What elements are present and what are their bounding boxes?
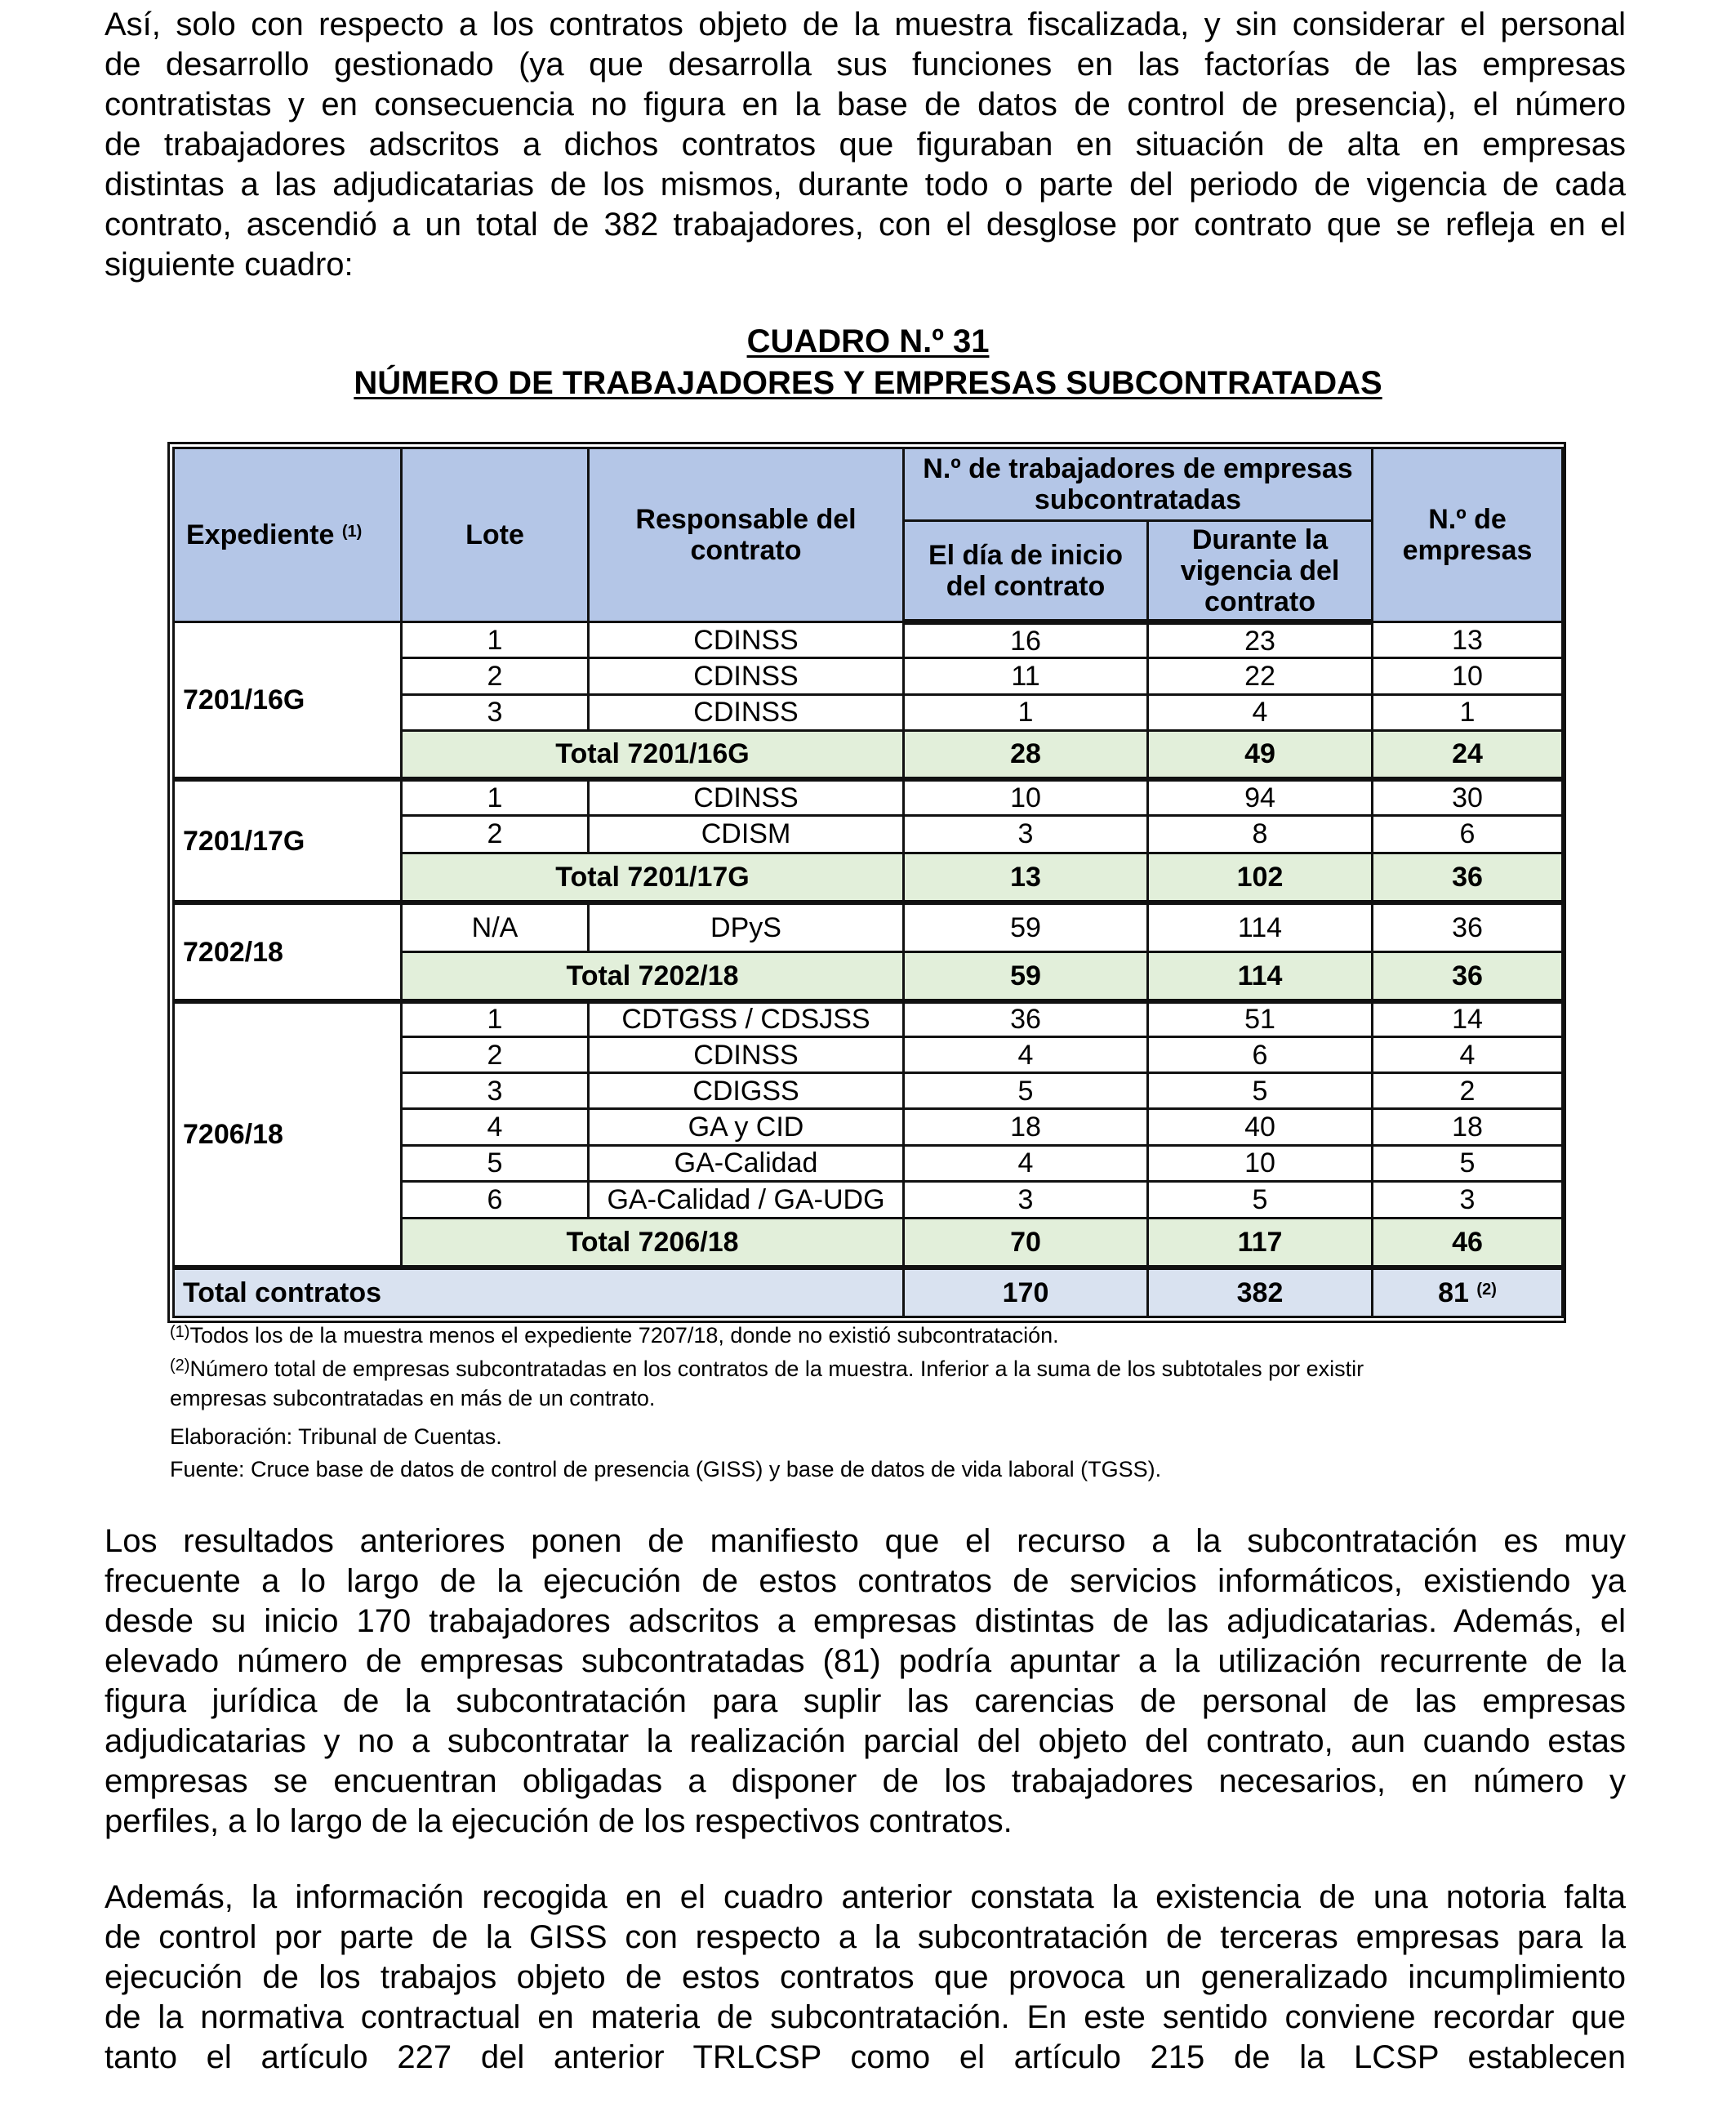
text-line: de control por parte de la GISS con respecto a la subcontratación de terceras empresas para la <box>105 1919 1626 1955</box>
lote-cell: 2 <box>402 815 589 853</box>
footnote-ref: (2) <box>1476 1281 1497 1299</box>
intro-paragraph <box>105 5 1626 285</box>
responsable-cell: GA y CID <box>589 1109 904 1145</box>
vigencia-cell: 22 <box>1148 658 1373 694</box>
empresas-cell: 30 <box>1373 779 1563 815</box>
table-number-text: CUADRO N.º 31 <box>746 323 990 359</box>
text-line: frecuente a lo largo de la ejecución de estos contratos de servicios informáticos, existiendo ya <box>105 1563 1626 1599</box>
header-vigencia: Durante la vigencia del contrato <box>1148 521 1373 622</box>
results-paragraph <box>105 1522 1626 1842</box>
text-line: adjudicatarias y no a subcontratar la realización parcial del objeto del contrato, aun cuando estas <box>105 1723 1626 1759</box>
header-inicio: El día de inicio del contrato <box>904 521 1148 622</box>
responsable-cell: CDINSS <box>589 622 904 658</box>
expediente-cell: 7201/16G <box>174 622 402 779</box>
text-line: distintas a las adjudicatarias de los mismos, durante todo o parte del periodo de vigencia de cada <box>105 167 1626 203</box>
text-line: empresas se encuentran obligadas a disponer de los trabajadores necesarios, en número y <box>105 1763 1626 1799</box>
empresas-cell: 10 <box>1373 658 1563 694</box>
text-line: de desarrollo gestionado (ya que desarrolla sus funciones en las factorías de las empresas <box>105 47 1626 82</box>
table-row <box>174 779 1563 815</box>
text-line: siguiente cuadro: <box>105 247 354 283</box>
vigencia-cell: 6 <box>1148 1037 1373 1073</box>
responsable-cell: CDISM <box>589 815 904 853</box>
subtotal-inicio: 70 <box>904 1218 1148 1268</box>
text-line: Además, la información recogida en el cuadro anterior constata la existencia de una notoria falta <box>105 1879 1626 1915</box>
lote-cell: N/A <box>402 902 589 951</box>
table-number-title <box>0 321 1736 362</box>
subtotal-vigencia: 49 <box>1148 730 1373 779</box>
grand-total-inicio: 170 <box>904 1268 1148 1317</box>
vigencia-cell: 4 <box>1148 694 1373 730</box>
control-paragraph <box>105 1878 1626 2078</box>
expediente-cell: 7201/17G <box>174 779 402 902</box>
lote-cell: 1 <box>402 1001 589 1037</box>
inicio-cell: 3 <box>904 815 1148 853</box>
data-table-frame <box>167 442 1566 1323</box>
subtotal-label: Total 7201/17G <box>402 853 904 902</box>
empresas-cell: 4 <box>1373 1037 1563 1073</box>
lote-cell: 2 <box>402 1037 589 1073</box>
empresas-cell: 5 <box>1373 1145 1563 1181</box>
inicio-cell: 4 <box>904 1037 1148 1073</box>
grand-total-row <box>174 1268 1563 1317</box>
footnote-mark: (1) <box>170 1323 190 1341</box>
inicio-cell: 10 <box>904 779 1148 815</box>
lote-cell: 3 <box>402 694 589 730</box>
responsable-cell: CDIGSS <box>589 1073 904 1109</box>
expediente-cell: 7206/18 <box>174 1001 402 1268</box>
lote-cell: 3 <box>402 1073 589 1109</box>
text-line: elevado número de empresas subcontratadas (81) podría apuntar a la utilización recurrente de la <box>105 1643 1626 1679</box>
inicio-cell: 18 <box>904 1109 1148 1145</box>
footnote-mark: (2) <box>170 1357 190 1375</box>
subcontracting-table <box>172 447 1564 1318</box>
header-expediente-label: Expediente <box>186 519 335 551</box>
lote-cell: 6 <box>402 1181 589 1218</box>
grand-total-vigencia: 382 <box>1148 1268 1373 1317</box>
grand-total-empresas <box>1373 1268 1563 1317</box>
subtotal-label: Total 7206/18 <box>402 1218 904 1268</box>
inicio-cell: 36 <box>904 1001 1148 1037</box>
subtotal-empresas: 46 <box>1373 1218 1563 1268</box>
inicio-cell: 3 <box>904 1181 1148 1218</box>
text-line: desde su inicio 170 trabajadores adscritos a empresas distintas de las adjudicatarias. Además, el <box>105 1603 1626 1639</box>
header-responsable: Responsable del contrato <box>589 448 904 622</box>
header-empresas: N.º de empresas <box>1373 448 1563 622</box>
vigencia-cell: 94 <box>1148 779 1373 815</box>
footnote-1 <box>170 1321 1574 1350</box>
vigencia-cell: 10 <box>1148 1145 1373 1181</box>
responsable-cell: CDTGSS / CDSJSS <box>589 1001 904 1037</box>
table-title <box>0 363 1736 403</box>
subtotal-label: Total 7201/16G <box>402 730 904 779</box>
inicio-cell: 59 <box>904 902 1148 951</box>
inicio-cell: 1 <box>904 694 1148 730</box>
lote-cell: 1 <box>402 622 589 658</box>
inicio-cell: 4 <box>904 1145 1148 1181</box>
subtotal-inicio: 28 <box>904 730 1148 779</box>
text-line: contrato, ascendió a un total de 382 trabajadores, con el desglose por contrato que se refleja en el <box>105 207 1626 243</box>
footnote-2 <box>170 1354 1574 1413</box>
vigencia-cell: 8 <box>1148 815 1373 853</box>
empresas-cell: 1 <box>1373 694 1563 730</box>
header-lote: Lote <box>402 448 589 622</box>
footnote-text: Número total de empresas subcontratadas en los contratos de la muestra. Inferior a la suma de los subtotales por existir <box>189 1357 1364 1381</box>
empresas-cell: 36 <box>1373 902 1563 951</box>
text-line: de la normativa contractual en materia de subcontratación. En este sentido conviene recordar que <box>105 1999 1626 2035</box>
text-line: Así, solo con respecto a los contratos objeto de la muestra fiscalizada, y sin considerar el personal <box>105 7 1626 42</box>
lote-cell: 1 <box>402 779 589 815</box>
text-line: contratistas y en consecuencia no figura en la base de datos de control de presencia), el número <box>105 87 1626 123</box>
grand-total-label: Total contratos <box>174 1268 904 1317</box>
inicio-cell: 11 <box>904 658 1148 694</box>
footnote-text: empresas subcontratadas en más de un contrato. <box>170 1386 656 1410</box>
vigencia-cell: 5 <box>1148 1073 1373 1109</box>
empresas-cell: 13 <box>1373 622 1563 658</box>
subtotal-empresas: 24 <box>1373 730 1563 779</box>
empresas-cell: 3 <box>1373 1181 1563 1218</box>
subtotal-vigencia: 117 <box>1148 1218 1373 1268</box>
table-title-text: NÚMERO DE TRABAJADORES Y EMPRESAS SUBCONTRATADAS <box>354 365 1382 401</box>
lote-cell: 5 <box>402 1145 589 1181</box>
text-line: Los resultados anteriores ponen de manifiesto que el recurso a la subcontratación es muy <box>105 1523 1626 1559</box>
subtotal-inicio: 13 <box>904 853 1148 902</box>
lote-cell: 4 <box>402 1109 589 1145</box>
text-line: de trabajadores adscritos a dichos contratos que figuraban en situación de alta en empresas <box>105 127 1626 163</box>
source-note: Fuente: Cruce base de datos de control de presencia (GISS) y base de datos de vida laboral (TGSS). <box>170 1457 1162 1481</box>
table-row <box>174 1001 1563 1037</box>
vigencia-cell: 40 <box>1148 1109 1373 1145</box>
text-line: tanto el artículo 227 del anterior TRLCSP como el artículo 215 de la LCSP establecen <box>105 2039 1626 2075</box>
vigencia-cell: 114 <box>1148 902 1373 951</box>
table-row <box>174 902 1563 951</box>
responsable-cell: GA-Calidad <box>589 1145 904 1181</box>
responsable-cell: CDINSS <box>589 694 904 730</box>
empresas-cell: 14 <box>1373 1001 1563 1037</box>
text-line: figura jurídica de la subcontratación para suplir las carencias de personal de las empresas <box>105 1683 1626 1719</box>
subtotal-inicio: 59 <box>904 952 1148 1001</box>
responsable-cell: CDINSS <box>589 658 904 694</box>
subtotal-label: Total 7202/18 <box>402 952 904 1001</box>
inicio-cell: 16 <box>904 622 1148 658</box>
subtotal-empresas: 36 <box>1373 853 1563 902</box>
responsable-cell: GA-Calidad / GA-UDG <box>589 1181 904 1218</box>
footnote-text: Todos los de la muestra menos el expediente 7207/18, donde no existió subcontratación. <box>189 1323 1059 1348</box>
subtotal-vigencia: 102 <box>1148 853 1373 902</box>
vigencia-cell: 23 <box>1148 622 1373 658</box>
vigencia-cell: 5 <box>1148 1181 1373 1218</box>
grand-total-empresas-value: 81 <box>1438 1277 1469 1309</box>
vigencia-cell: 51 <box>1148 1001 1373 1037</box>
responsable-cell: CDINSS <box>589 779 904 815</box>
empresas-cell: 2 <box>1373 1073 1563 1109</box>
text-line: ejecución de los trabajos objeto de estos contratos que provoca un generalizado incumplimiento <box>105 1959 1626 1995</box>
responsable-cell: CDINSS <box>589 1037 904 1073</box>
expediente-cell: 7202/18 <box>174 902 402 1000</box>
subtotal-empresas: 36 <box>1373 952 1563 1001</box>
empresas-cell: 6 <box>1373 815 1563 853</box>
text-line: perfiles, a lo largo de la ejecución de los respectivos contratos. <box>105 1803 1013 1839</box>
table-row <box>174 622 1563 658</box>
empresas-cell: 18 <box>1373 1109 1563 1145</box>
footnote-ref: (1) <box>341 523 363 541</box>
header-expediente <box>174 448 402 622</box>
inicio-cell: 5 <box>904 1073 1148 1109</box>
elaboracion-note: Elaboración: Tribunal de Cuentas. <box>170 1424 502 1449</box>
subtotal-vigencia: 114 <box>1148 952 1373 1001</box>
header-group-trabajadores: N.º de trabajadores de empresas subcontratadas <box>904 448 1373 521</box>
responsable-cell: DPyS <box>589 902 904 951</box>
lote-cell: 2 <box>402 658 589 694</box>
